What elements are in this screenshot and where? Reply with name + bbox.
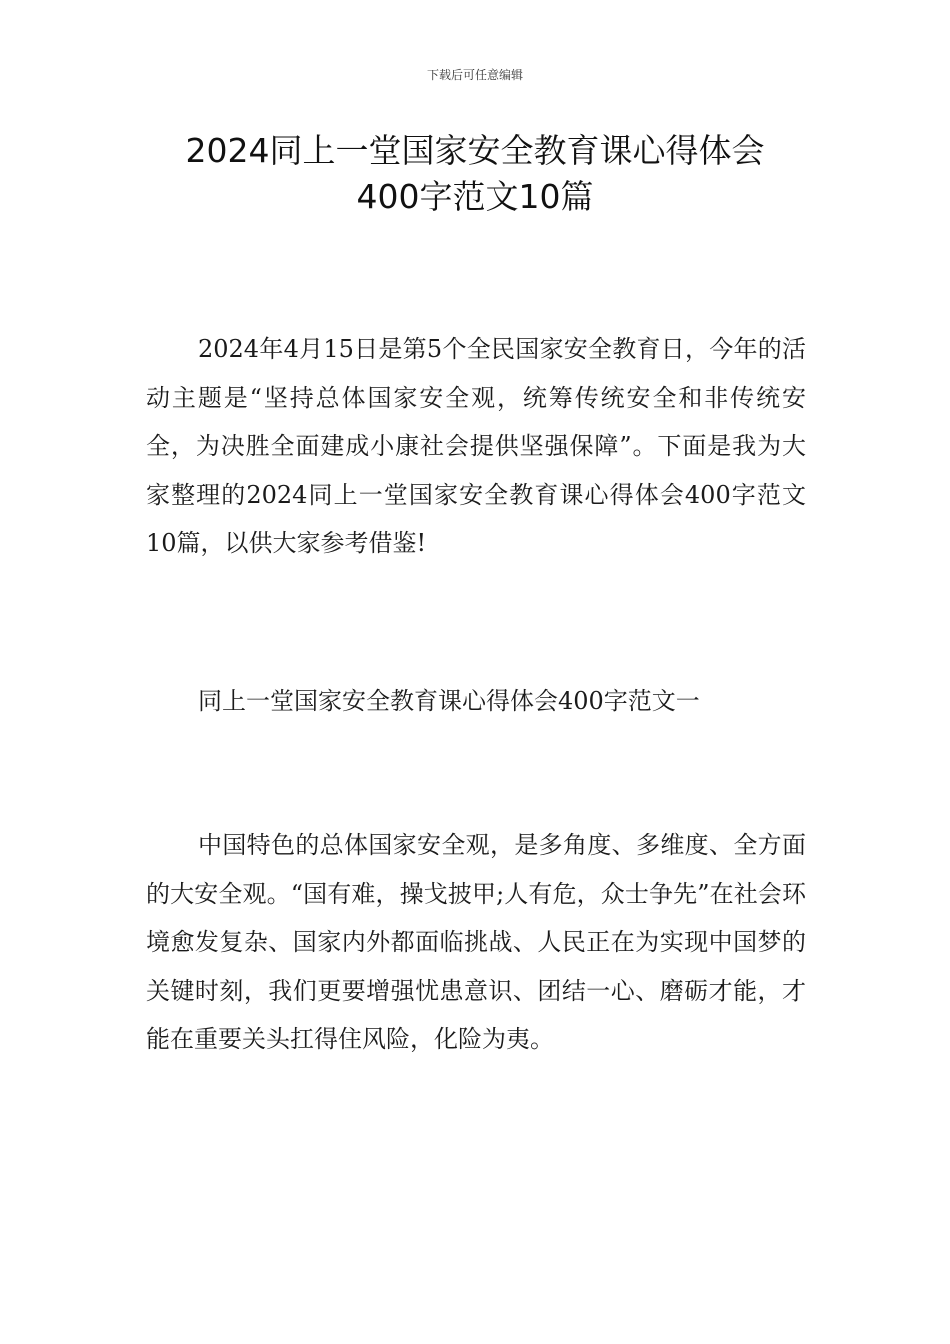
intro-paragraph: 2024年4月15日是第5个全民国家安全教育日，今年的活动主题是“坚持总体国家安全观，统筹传统安全和非传统安全，为决胜全面建成小康社会提供坚强保障”。下面是我为大家整理的2024同上一堂国家安全教育课心得体会400字范文10篇，以供大家参考借鉴!	[146, 335, 806, 557]
title-line-2: 400字范文10篇	[356, 177, 594, 216]
header-note: 下载后可任意编辑	[426, 68, 523, 82]
body-paragraph: 中国特色的总体国家安全观，是多角度、多维度、全方面的大安全观。“国有难，操戈披甲;人有危，众士争先”在社会环境愈发复杂、国家内外都面临挑战、人民正在为实现中国梦的关键时刻，我们更要增强忧患意识、团结一心、磨砺才能，才能在重要关头扛得住风险，化险为夷。	[146, 831, 806, 1053]
section-heading: 同上一堂国家安全教育课心得体会400字范文一	[198, 687, 700, 715]
document-title	[0, 128, 950, 220]
title-line-1: 2024同上一堂国家安全教育课心得体会	[185, 131, 765, 170]
